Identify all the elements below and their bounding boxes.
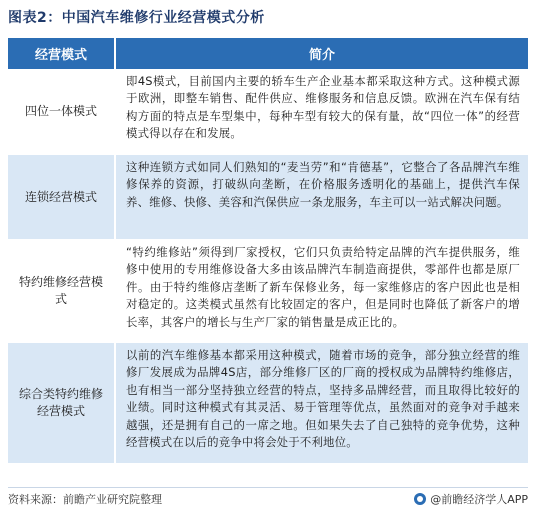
intro-cell: 这种连锁方式如同人们熟知的“麦当劳”和“肯德基”，它整合了各品牌汽车维修保养的资源，打破纵向垄断，在价格服务透明化的基础上，提供汽车保养、维修、快修、美容和汽保供应一条龙服务，车主可以一站式解决问题。 <box>116 155 528 239</box>
business-model-table <box>8 38 528 464</box>
table-row <box>8 343 528 464</box>
intro-cell: “特约维修站”须得到厂家授权，它们只负责给特定品牌的汽车提供服务，维修中使用的专用维修设备大多由该品牌汽车制造商提供，零部件也都是原厂件。由于特约维修店垄断了新车保修业务，每一家维修店的客户因此也是相对稳定的。这类模式虽然有比较固定的客户，但是同时也降低了新客户的增长率，其客户的增长与生产厂家的销售量是成正比的。 <box>116 240 528 342</box>
header-intro: 简介 <box>308 48 335 63</box>
footer <box>8 489 528 509</box>
brand-label: @前瞻经济学人APP <box>430 493 528 506</box>
mode-cell: 特约维修经营模式 <box>8 240 116 342</box>
mode-cell: 连锁经营模式 <box>8 155 116 239</box>
brand-credit <box>414 491 528 507</box>
table-row <box>8 69 528 155</box>
intro-cell: 以前的汽车维修基本都采用这种模式，随着市场的竞争，部分独立经营的维修厂发展成为品牌4S店，部分维修厂区的厂商的授权成为品牌特约维修店，也有相当一部分坚持独立经营的特点，坚持多品牌经营，而且取得比较好的业绩。同时这种模式有其灵活、易于管理等优点，虽然面对的竞争对手越来越强，还是拥有自己的一席之地。但如果失去了自己独特的竞争优势，这种经营模式在以后的竞争中将会处于不利地位。 <box>116 343 528 463</box>
table-row <box>8 155 528 240</box>
source-note: 资料来源：前瞻产业研究院整理 <box>8 493 162 506</box>
footer-divider <box>8 487 528 488</box>
intro-cell: 即4S模式，目前国内主要的轿车生产企业基本都采取这种方式。这种模式源于欧洲，即整车销售、配件供应、维修服务和信息反馈。欧洲在汽车保有结构方面的特点是车型集中，每种车型有较大的保有量，故“四位一体”的经营模式得以存在和发展。 <box>116 69 528 154</box>
table-row <box>8 240 528 343</box>
page-title: 图表2：中国汽车维修行业经营模式分析 <box>8 10 265 26</box>
table-header <box>8 38 528 69</box>
mode-cell: 综合类特约维修经营模式 <box>8 343 116 463</box>
mode-cell: 四位一体模式 <box>8 69 116 154</box>
header-mode: 经营模式 <box>8 38 116 69</box>
brand-logo-icon <box>414 493 426 505</box>
